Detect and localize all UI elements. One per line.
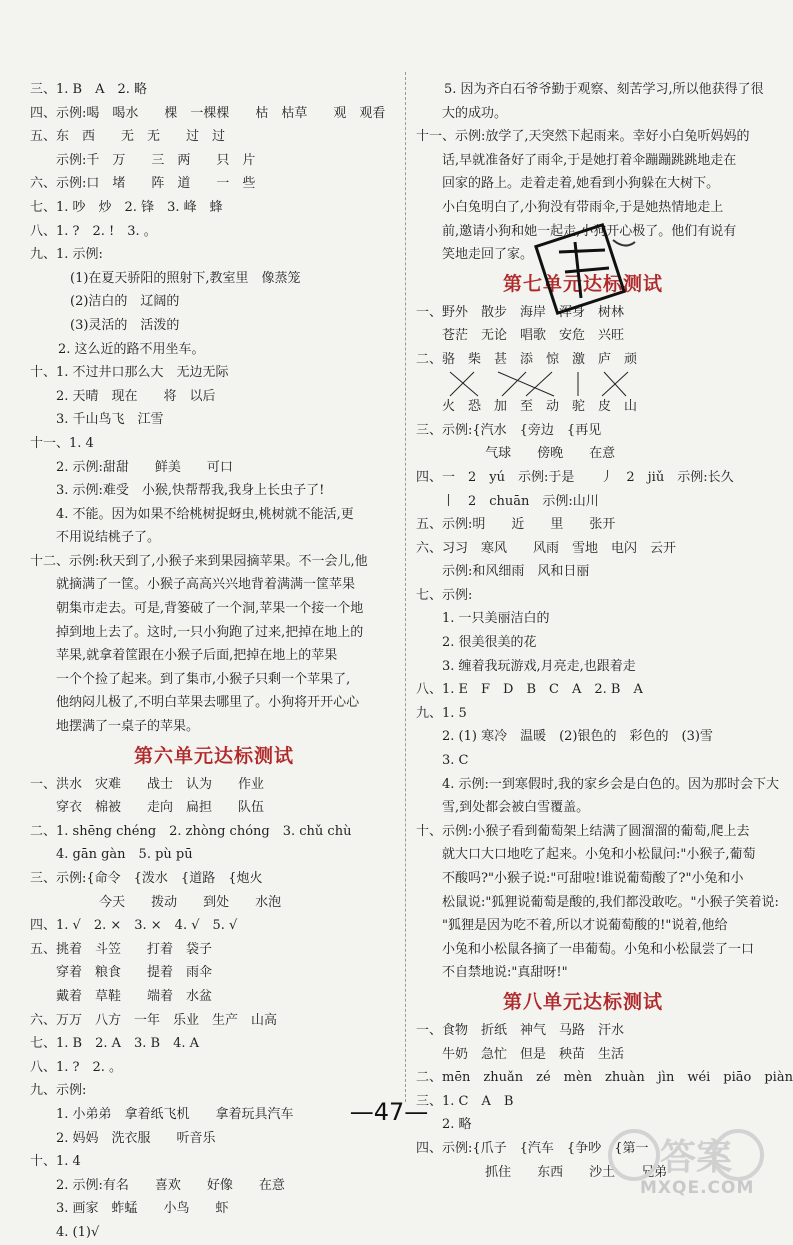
text-line: 雪,到处都会被白雪覆盖。 [416, 800, 590, 816]
text-line: 2. 天晴 现在 将 以后 [30, 388, 216, 404]
text-line: 四、示例:{爪子 {汽车 {争吵 {第一 [416, 1140, 649, 1156]
text-line: 三、1. B A 2. 略 [30, 82, 148, 97]
text-line: 五、示例:明 近 里 张开 [416, 517, 616, 533]
text-line: 2. (1) 寒冷 温暖 (2)银色的 彩色的 (3)雪 [416, 729, 713, 745]
text-line: 十一、1. 4 [30, 435, 94, 451]
text-line: 不自禁地说:"真甜呀!" [416, 965, 568, 981]
text-line: 四、一 2 yú 示例:于是 丿 2 jiǔ 示例:长久 [416, 469, 734, 485]
text-line: 十、1. 4 [30, 1154, 81, 1170]
text-line: (2)洁白的 辽阔的 [70, 294, 180, 310]
text-line: 掉到地上去了。这时,一只小狗跑了过来,把掉在地上的 [30, 624, 364, 640]
text-line: (3)灵活的 活泼的 [70, 317, 180, 333]
text-line: 六、万万 八方 一年 乐业 生产 山高 [30, 1012, 278, 1028]
text-line: 示例:和风细雨 风和日丽 [416, 564, 590, 580]
text-line: 二、mēn zhuǎn zé mèn zhuàn jìn wéi piāo piàn [416, 1070, 793, 1086]
text-line: 3. 千山鸟飞 江雪 [30, 412, 164, 428]
page-number: —47— [349, 1098, 429, 1126]
text-line: 前,邀请小狗和她一起走,小狗开心极了。他们有说有 [416, 223, 737, 239]
text-line: 穿着 粮食 提着 雨伞 [30, 965, 213, 981]
text-line: 2. 妈妈 洗衣服 听音乐 [30, 1130, 216, 1146]
text-line: 四、1. √ 2. × 3. × 4. √ 5. √ [30, 918, 238, 934]
text-line: (1)在夏天骄阳的照射下,教室里 像蒸笼 [70, 270, 301, 286]
text-line: 松鼠说:"狐狸说葡萄是酸的,我们都没敢吃。"小猴子笑着说: [416, 894, 779, 910]
text-line: 大的成功。 [416, 105, 508, 121]
section-heading-unit7: 第七单元达标测试 [502, 272, 663, 295]
text-line: 十一、示例:放学了,天突然下起雨来。幸好小白兔听妈妈的 [416, 129, 750, 145]
text-line: 十、示例:小猴子看到葡萄架上结满了圆溜溜的葡萄,爬上去 [416, 823, 750, 839]
text-line: 穿衣 棉被 走向 扁担 队伍 [30, 800, 265, 816]
matching-lines-svg [444, 372, 684, 396]
text-line: 4. (1)√ [30, 1224, 100, 1240]
text-line: 不用说结桃子了。 [30, 530, 161, 546]
text-line: 就摘满了一筐。小猴子高高兴兴地背着满满一筐苹果 [30, 577, 356, 593]
text-line: 小白兔明白了,小狗没有带雨伞,于是她热情地走上 [416, 199, 724, 215]
text-line: 三、1. C A B [416, 1093, 514, 1109]
text-line: 七、1. 吵 炒 2. 锋 3. 峰 蜂 [30, 199, 223, 215]
text-line: 六、习习 寒风 风雨 雪地 电闪 云开 [416, 540, 677, 556]
text-line: 九、1. 5 [416, 705, 467, 721]
text-line: 九、1. 示例: [30, 247, 103, 263]
text-line: 火 恐 加 至 动 驼 皮 山 [416, 399, 638, 415]
text-line: 八、1. ? 2. ! 3. 。 [30, 223, 157, 239]
text-line: 三、示例:{命令 {泼水 {道路 {炮火 [30, 871, 263, 886]
text-line: 朝集市走去。可是,背篓破了一个洞,苹果一个接一个地 [30, 601, 364, 617]
text-line: 回家的路上。走着走着,她看到小狗躲在大树下。 [416, 176, 720, 192]
text-line: 2. 略 [416, 1117, 472, 1133]
text-line: 八、1. ? 2. 。 [30, 1059, 123, 1075]
text-line: 地摆满了一桌子的苹果。 [30, 719, 200, 735]
text-line: 3. 画家 蚱蜢 小鸟 虾 [30, 1201, 229, 1217]
text-line: 丨 2 chuān 示例:山川 [416, 493, 599, 509]
text-line: 3. C [416, 753, 469, 769]
text-line: 就大口大口地吃了起来。小兔和小松鼠问:"小猴子,葡萄 [416, 847, 756, 863]
text-line: "狐狸是因为吃不着,所以才说葡萄酸的!"说着,他给 [416, 918, 728, 934]
text-line: 戴着 草鞋 端着 水盆 [30, 988, 213, 1004]
text-line: 他纳闷儿极了,不明白苹果去哪里了。小狗将开开心心 [30, 695, 360, 711]
text-line: 3. 缠着我玩游戏,月亮走,也跟着走 [416, 658, 636, 674]
text-line: 七、1. B 2. A 3. B 4. A [30, 1036, 200, 1052]
text-line: 牛奶 急忙 但是 秧苗 生活 [416, 1046, 625, 1062]
watermark-text: MXQE.COM [640, 1178, 755, 1198]
text-line: 九、示例: [30, 1083, 87, 1099]
text-line: 十二、示例:秋天到了,小猴子来到果园摘苹果。不一会儿,他 [30, 553, 368, 569]
text-line: 一、野外 散步 海岸 浑身 树林 [416, 304, 625, 320]
text-line: 七、示例: [416, 587, 473, 603]
text-line: 4. gān gàn 5. pù pū [30, 847, 193, 863]
text-line: 今天 拨动 到处 水泡 [30, 894, 282, 910]
text-line: 小兔和小松鼠各摘了一串葡萄。小兔和小松鼠尝了一口 [416, 941, 755, 957]
text-line: 2. 很美很美的花 [416, 635, 537, 651]
text-line: 示例:千 万 三 两 只 片 [30, 152, 256, 168]
text-line: 1. 小弟弟 拿着纸飞机 拿着玩具汽车 [30, 1106, 294, 1122]
text-line: 气球 傍晚 在意 [416, 446, 616, 462]
text-line: 十、1. 不过井口那么大 无边无际 [30, 365, 229, 381]
text-line: 五、东 西 无 无 过 过 [30, 129, 226, 145]
text-line: 2. 示例:甜甜 鲜美 可口 [30, 459, 233, 475]
text-line: 六、示例:口 堵 阵 道 一 些 [30, 176, 256, 192]
text-line: 五、挑着 斗笠 打着 袋子 [30, 941, 213, 957]
text-line: 5. 因为齐白石爷爷勤于观察、刻苦学习,所以他获得了很 [444, 82, 764, 97]
text-line: 八、1. E F D B C A 2. B A [416, 682, 643, 698]
text-line: 二、1. shēng chéng 2. zhòng chóng 3. chǔ chù [30, 823, 352, 839]
text-line: 笑地走回了家。 [416, 247, 534, 263]
matching-lines [416, 372, 750, 396]
text-line: 4. 示例:一到寒假时,我的家乡会是白色的。因为那时会下大 [416, 776, 780, 792]
text-line: 2. 示例:有名 喜欢 好像 在意 [30, 1177, 285, 1193]
text-line: 2. 这么近的路不用坐车。 [58, 341, 205, 357]
text-line: 不酸吗?"小猴子说:"可甜啦!谁说葡萄酸了?"小兔和小 [416, 871, 744, 886]
text-line: 一、食物 折纸 神气 马路 汗水 [416, 1022, 625, 1038]
text-line: 3. 示例:难受 小猴,快帮帮我,我身上长虫子了! [30, 483, 325, 499]
text-line: 苹果,就拿着筐跟在小猴子后面,把掉在地上的苹果 [30, 648, 338, 664]
text-line: 话,早就准备好了雨伞,于是她打着伞蹦蹦跳跳地走在 [416, 152, 737, 168]
watermark-stamp-text: 答案 [660, 1137, 733, 1178]
text-line: 一、洪水 灾难 战士 认为 作业 [30, 776, 265, 792]
text-line: 四、示例:喝 喝水 棵 一棵棵 枯 枯草 观 观看 [30, 105, 386, 121]
text-line: 二、骆 柴 甚 添 惊 激 庐 顽 [416, 351, 638, 367]
text-line: 1. 一只美丽洁白的 [416, 611, 550, 627]
right-column [416, 78, 793, 1184]
text-line: 一个个捡了起来。到了集市,小猴子只剩一个苹果了, [30, 671, 351, 687]
section-heading-unit8: 第八单元达标测试 [502, 990, 663, 1013]
text-line: 苍茫 无论 唱歌 安危 兴旺 [416, 328, 625, 344]
text-line: 抓住 东西 沙土 兄弟 [416, 1164, 668, 1180]
section-heading-unit6: 第六单元达标测试 [133, 744, 294, 767]
text-line: 三、示例:{汽水 {旁边 {再见 [416, 422, 602, 438]
column-divider [405, 72, 406, 1102]
left-column [30, 78, 398, 1245]
text-line: 4. 不能。因为如果不给桃树捉蚜虫,桃树就不能活,更 [30, 506, 354, 522]
